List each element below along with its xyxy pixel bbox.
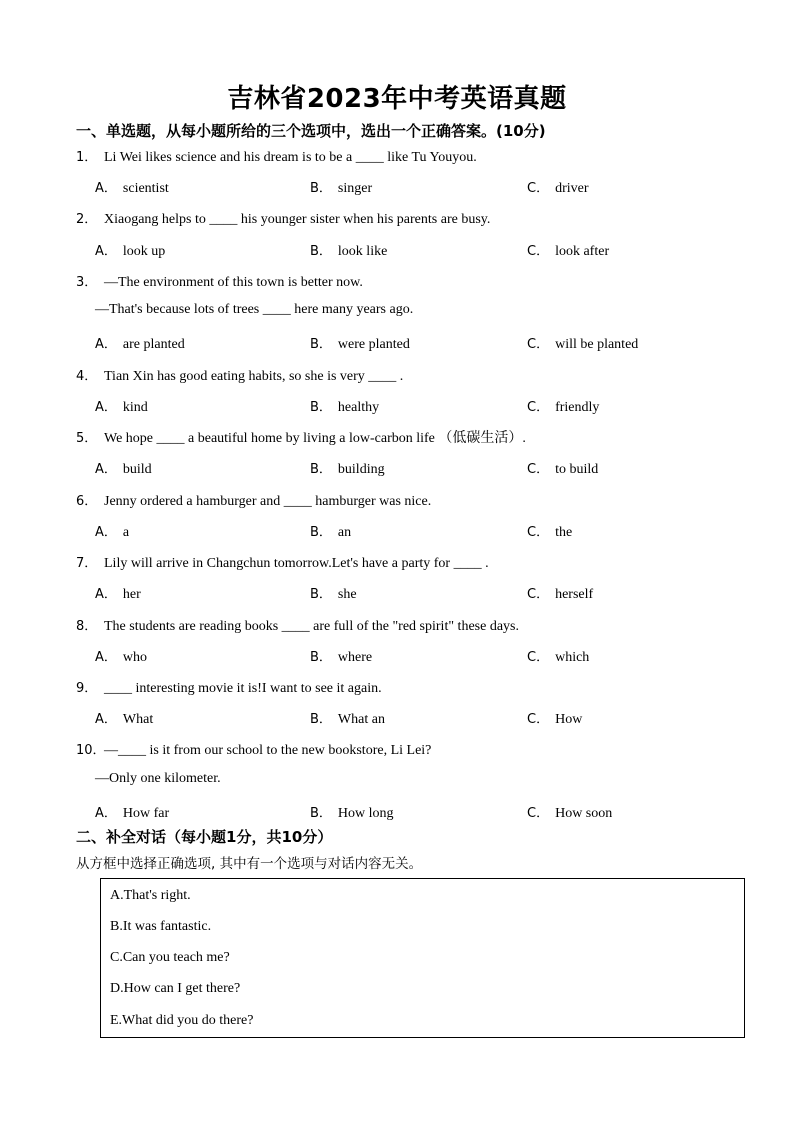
question-3: [76, 271, 363, 291]
question-1: [76, 146, 477, 166]
section-2-instruction: 从方框中选择正确选项, 其中有一个选项与对话内容无关。: [76, 856, 423, 872]
option-c: C． which: [527, 650, 590, 665]
question-number: 7．: [76, 556, 98, 571]
option-a: A． a: [95, 525, 130, 540]
option-c: C． How soon: [527, 806, 613, 821]
question-10-continuation: —Only one kilometer.: [95, 771, 221, 786]
question-10: [76, 739, 431, 759]
question-text: Lily will arrive in Changchun tomorrow.Let's have a party for ____ .: [104, 556, 489, 571]
question-text: —The environment of this town is better now.: [104, 275, 363, 290]
option-b: B． healthy: [310, 400, 380, 415]
option-b: B． look like: [310, 244, 388, 259]
question-8: [76, 615, 519, 635]
question-9: [76, 677, 382, 697]
option-c: C． to build: [527, 462, 599, 477]
option-b: B． singer: [310, 181, 373, 196]
question-5: [76, 427, 526, 447]
option-b: B． How long: [310, 806, 394, 821]
option-b: B． she: [310, 587, 357, 602]
question-text: —____ is it from our school to the new bookstore, Li Lei?: [104, 743, 432, 758]
box-option-e: E.What did you do there?: [110, 1013, 254, 1028]
option-c: C． How: [527, 712, 583, 727]
box-option-a: A.That's right.: [110, 888, 191, 903]
question-number: 5．: [76, 431, 98, 446]
question-text: Li Wei likes science and his dream is to be a ____ like Tu Youyou.: [104, 150, 477, 165]
question-text: Jenny ordered a hamburger and ____ hamburger was nice.: [104, 494, 432, 509]
section-1-heading: 一、单选题，从每小题所给的三个选项中，选出一个正确答案。(10分): [76, 122, 546, 140]
question-number: 6．: [76, 494, 98, 509]
question-number: 1．: [76, 150, 98, 165]
option-c: C． driver: [527, 181, 589, 196]
question-3-continuation: —That's because lots of trees ____ here many years ago.: [95, 302, 414, 317]
option-b: B． What an: [310, 712, 385, 727]
option-c: C． will be planted: [527, 337, 639, 352]
question-number: 3．: [76, 275, 98, 290]
question-6: [76, 490, 431, 510]
section-2-heading: 二、补全对话（每小题1分，共10分）: [76, 828, 333, 846]
question-text: We hope ____ a beautiful home by living a low-carbon life （低碳生活）.: [104, 431, 526, 446]
question-number: 9．: [76, 681, 98, 696]
option-a: A． look up: [95, 244, 166, 259]
box-option-c: C.Can you teach me?: [110, 950, 230, 965]
option-a: A． her: [95, 587, 141, 602]
question-2: [76, 208, 490, 228]
option-a: A． kind: [95, 400, 148, 415]
option-a: A． build: [95, 462, 152, 477]
question-number: 4．: [76, 369, 98, 384]
question-text: The students are reading books ____ are full of the "red spirit" these days.: [104, 619, 519, 634]
question-text: Tian Xin has good eating habits, so she is very ____ .: [104, 369, 404, 384]
option-b: B． were planted: [310, 337, 410, 352]
question-text: Xiaogang helps to ____ his younger sister when his parents are busy.: [104, 212, 491, 227]
option-a: A． What: [95, 712, 154, 727]
option-a: A． who: [95, 650, 148, 665]
box-option-d: D.How can I get there?: [110, 981, 241, 996]
option-c: C． look after: [527, 244, 610, 259]
option-c: C． the: [527, 525, 573, 540]
option-b: B． where: [310, 650, 373, 665]
question-number: 10．: [76, 743, 106, 758]
option-c: C． herself: [527, 587, 594, 602]
question-7: [76, 552, 489, 572]
option-b: B． an: [310, 525, 352, 540]
option-a: A． are planted: [95, 337, 185, 352]
option-c: C． friendly: [527, 400, 600, 415]
question-4: [76, 365, 403, 385]
question-text: ____ interesting movie it is!I want to see it again.: [104, 681, 382, 696]
question-number: 8．: [76, 619, 98, 634]
option-b: B． building: [310, 462, 385, 477]
question-number: 2．: [76, 212, 98, 227]
box-option-b: B.It was fantastic.: [110, 919, 212, 934]
option-a: A． How far: [95, 806, 170, 821]
page-title: 吉林省2023年中考英语真题: [227, 84, 567, 114]
option-a: A． scientist: [95, 181, 169, 196]
